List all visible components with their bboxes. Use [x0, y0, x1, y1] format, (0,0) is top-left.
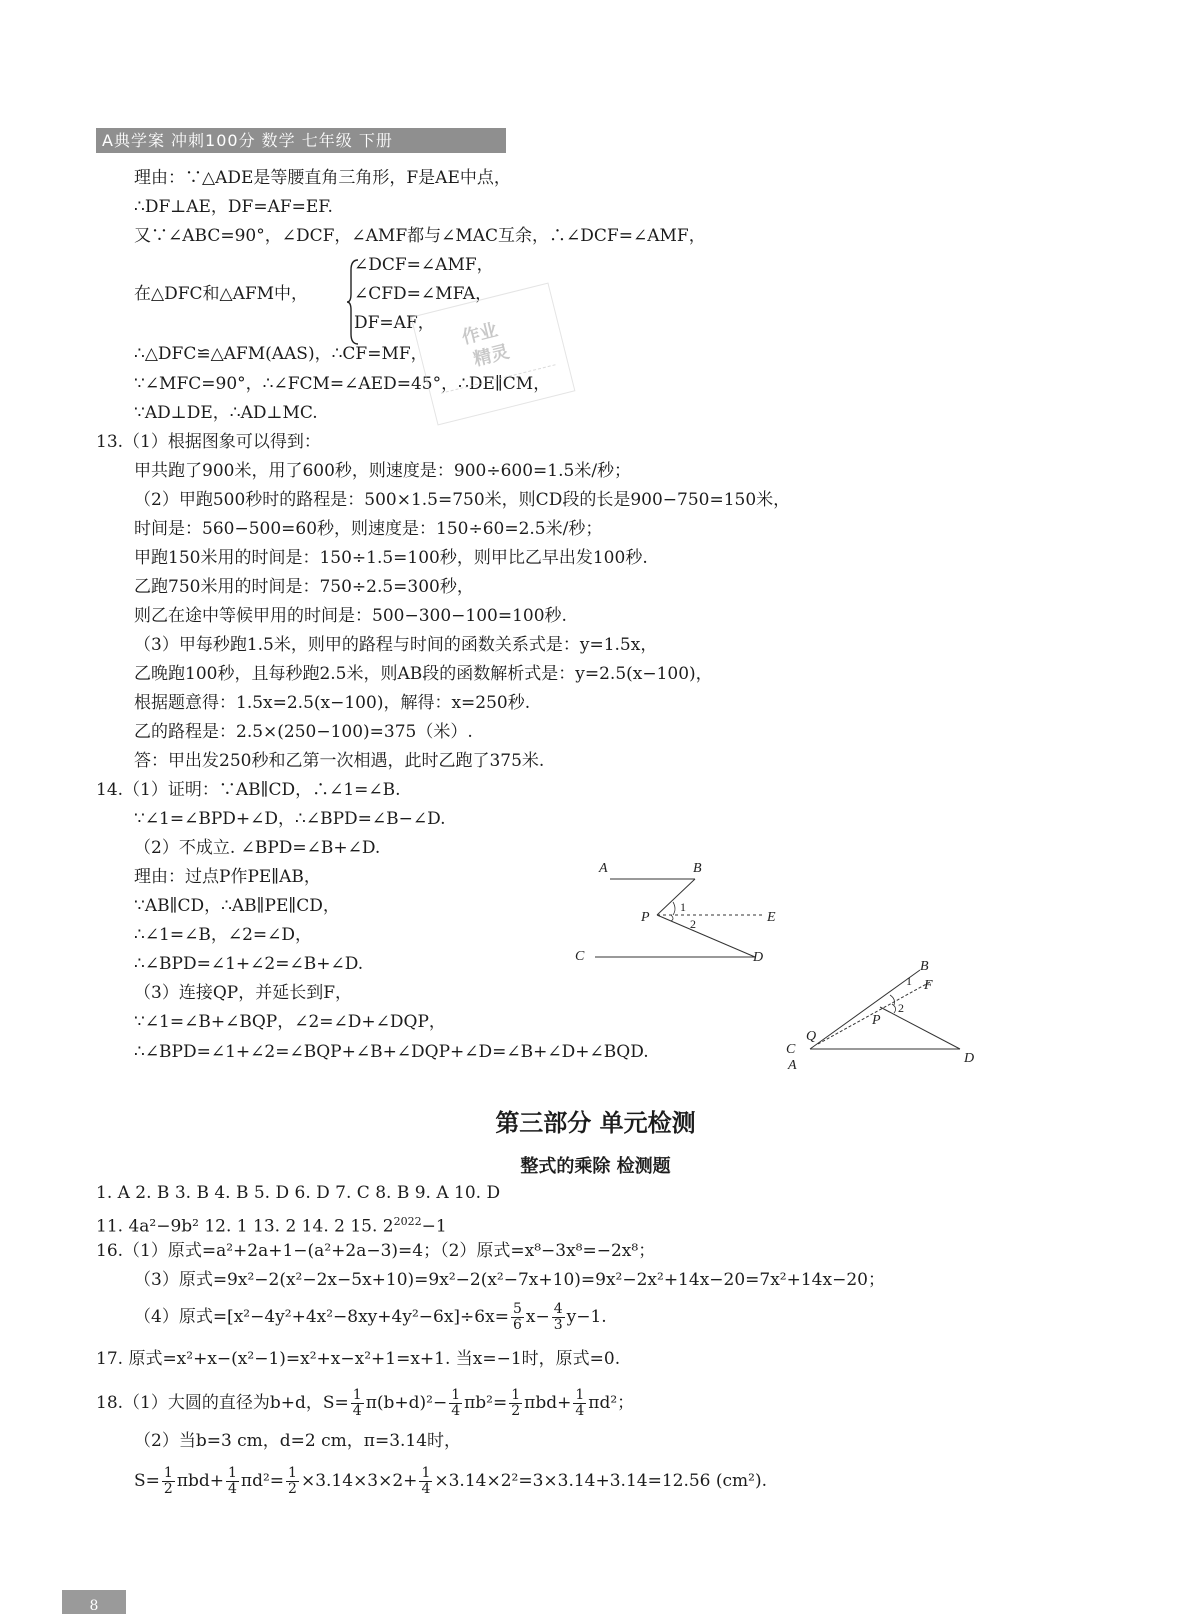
q18-text-c: πb²= — [464, 1393, 508, 1413]
page-number-tab — [62, 1590, 126, 1614]
q13-line-9: 乙晚跑100秒，且每秒跑2.5米，则AB段的函数解析式是：y=2.5(x−100)， — [134, 664, 713, 684]
q16-line-3: （3）原式=9x²−2(x²−2x−5x+10)=9x²−2(x²−7x+10)=9x²−2x²+14x−20=7x²+14x−20； — [134, 1270, 885, 1290]
q12-line-6: ∵∠MFC=90°，∴∠FCM=∠AED=45°，∴DE∥CM， — [134, 374, 551, 394]
frac-numerator: 1 — [288, 1465, 297, 1481]
fraction-4-3 — [552, 1302, 565, 1333]
label-E: E — [767, 910, 776, 925]
label-A: A — [599, 861, 608, 876]
label-D: D — [964, 1051, 975, 1066]
stamp-text-1: 作业 — [459, 319, 500, 349]
answers-row-2 — [96, 1211, 447, 1238]
q13-line-10: 根据题意得：1.5x=2.5(x−100)，解得：x=250秒. — [134, 693, 531, 713]
q14-line-10: ∴∠BPD=∠1+∠2=∠BQP+∠B+∠DQP+∠D=∠B+∠D+∠BQD. — [134, 1042, 649, 1062]
q13-line-8: （3）甲每秒跑1.5米，则甲的路程与时间的函数关系式是：y=1.5x， — [134, 635, 658, 655]
q13-line-12: 答：甲出发250秒和乙第一次相遇，此时乙跑了375米. — [134, 751, 545, 771]
s-text-d: ×3.14×3×2+ — [300, 1471, 418, 1491]
page-number: 8 — [89, 1598, 99, 1614]
q13-line-5: 甲跑150米用的时间是：150÷1.5=100秒，则甲比乙早出发100秒. — [134, 548, 648, 568]
q13-line-1: 13.（1）根据图象可以得到： — [96, 432, 321, 452]
q14-line-8: （3）连接QP，并延长到F， — [134, 983, 352, 1003]
angle-arc-2 — [892, 1004, 896, 1013]
figure-parallel-lines-2 — [770, 952, 985, 1077]
label-B: B — [693, 861, 702, 876]
label-D: D — [753, 950, 764, 965]
stamp-text-2: 精灵 — [471, 341, 512, 371]
label-C: C — [786, 1042, 796, 1057]
frac-denominator: 6 — [512, 1317, 522, 1333]
q14-line-6: ∴∠1=∠B，∠2=∠D， — [134, 925, 313, 945]
frac-denominator: 4 — [352, 1403, 362, 1419]
frac-numerator: 1 — [451, 1387, 461, 1403]
frac-numerator: 1 — [511, 1387, 521, 1403]
angle-arc-1 — [890, 995, 895, 1005]
label-angle-1: 1 — [906, 974, 912, 988]
q16-line-4 — [134, 1302, 607, 1333]
q14-line-4: 理由：过点P作PE∥AB， — [134, 867, 321, 887]
fraction-1-2 — [286, 1466, 299, 1497]
s-text-c: πd²= — [240, 1471, 285, 1491]
q12-brace-line-3: DF=AF， — [354, 313, 435, 333]
label-angle-1: 1 — [680, 900, 686, 914]
q13-line-11: 乙的路程是：2.5×(250−100)=375（米）. — [134, 722, 473, 742]
q12-line-2: ∴DF⊥AE，DF=AF=EF. — [134, 197, 333, 217]
q12-line-3: 又∵∠ABC=90°，∠DCF，∠AMF都与∠MAC互余，∴∠DCF=∠AMF， — [134, 226, 706, 246]
label-C: C — [575, 949, 585, 964]
q13-line-3: （2）甲跑500秒时的路程是：500×1.5=750米，则CD段的长是900−750=150米， — [134, 490, 791, 510]
figure-parallel-lines-1 — [565, 855, 795, 970]
s-text-a: S= — [134, 1471, 160, 1491]
frac-denominator: 2 — [511, 1403, 521, 1419]
line-PD — [880, 1007, 960, 1049]
s-text-b: πbd+ — [176, 1471, 224, 1491]
frac-denominator: 4 — [228, 1481, 237, 1497]
q18-line-2: （2）当b=3 cm，d=2 cm，π=3.14时， — [134, 1431, 462, 1451]
frac-numerator: 5 — [512, 1301, 522, 1317]
frac-numerator: 1 — [421, 1465, 431, 1481]
answers-row-1: 1. A 2. B 3. B 4. B 5. D 6. D 7. C 8. B 9. A 10. D — [96, 1183, 501, 1203]
frac-numerator: 1 — [228, 1465, 237, 1481]
q16-4-text-b: x− — [525, 1307, 550, 1327]
frac-numerator: 1 — [575, 1387, 585, 1403]
q14-line-1: 14.（1）证明：∵AB∥CD，∴∠1=∠B. — [96, 780, 401, 800]
q12-line-1: 理由：∵△ADE是等腰直角三角形，F是AE中点， — [134, 168, 511, 188]
frac-denominator: 4 — [575, 1403, 585, 1419]
q12-brace-line-2: ∠CFD=∠MFA， — [354, 284, 493, 304]
frac-numerator: 1 — [163, 1465, 173, 1481]
label-angle-2: 2 — [690, 917, 696, 931]
fraction-1-4 — [419, 1466, 432, 1497]
label-A: A — [788, 1058, 797, 1073]
q12-line-7: ∵AD⊥DE，∴AD⊥MC. — [134, 403, 318, 423]
q14-line-3: （2）不成立. ∠BPD=∠B+∠D. — [134, 838, 381, 858]
angle-arc-2 — [671, 915, 673, 921]
frac-numerator: 4 — [553, 1301, 563, 1317]
fraction-1-2 — [162, 1466, 175, 1497]
q14-line-7: ∴∠BPD=∠1+∠2=∠B+∠D. — [134, 954, 364, 974]
fraction-1-4 — [226, 1466, 239, 1497]
label-B: B — [920, 959, 929, 974]
q16-line-1: 16.（1）原式=a²+2a+1−(a²+2a−3)=4；（2）原式=x⁸−3x⁸=−2x⁸； — [96, 1241, 656, 1261]
q14-line-9: ∵∠1=∠B+∠BQP，∠2=∠D+∠DQP， — [134, 1012, 446, 1032]
line-PD — [657, 915, 755, 957]
frac-denominator: 4 — [421, 1481, 431, 1497]
header-bar — [96, 128, 506, 153]
q16-4-text-c: y−1. — [566, 1307, 607, 1327]
label-F: F — [924, 978, 933, 993]
frac-denominator: 2 — [163, 1481, 173, 1497]
fraction-5-6 — [511, 1302, 524, 1333]
q17-line: 17. 原式=x²+x−(x²−1)=x²+x−x²+1=x+1. 当x=−1时，原式=0. — [96, 1349, 621, 1369]
header-title: A典学案 冲刺100分 数学 七年级 下册 — [102, 131, 393, 150]
q18-text-a: 18.（1）大圆的直径为b+d，S= — [96, 1393, 349, 1413]
q18-line-1 — [96, 1388, 634, 1419]
s-text-e: ×3.14×2²=3×3.14+3.14=12.56 (cm²). — [434, 1471, 768, 1491]
q18-text-e: πd²； — [588, 1393, 635, 1413]
fraction-1-4 — [449, 1388, 462, 1419]
q14-line-5: ∵AB∥CD，∴AB∥PE∥CD， — [134, 896, 340, 916]
q13-line-2: 甲共跑了900米，用了600秒，则速度是：900÷600=1.5米/秒； — [134, 461, 632, 481]
q12-line-5: ∴△DFC≌△AFM(AAS)，∴CF=MF， — [134, 344, 428, 364]
q18-text-d: πbd+ — [524, 1393, 572, 1413]
fraction-1-4 — [573, 1388, 586, 1419]
section-title: 第三部分 单元检测 — [495, 1109, 696, 1137]
q13-line-4: 时间是：560−500=60秒，则速度是：150÷60=2.5米/秒； — [134, 519, 603, 539]
exponent-2022: 2022 — [393, 1215, 422, 1228]
q12-line-4: 在△DFC和△AFM中， — [134, 284, 309, 304]
label-Q: Q — [806, 1029, 817, 1044]
q16-4-text-a: （4）原式=[x²−4y²+4x²−8xy+4y²−6x]÷6x= — [134, 1307, 509, 1327]
frac-denominator: 4 — [451, 1403, 461, 1419]
fraction-1-2 — [509, 1388, 522, 1419]
fraction-1-4 — [351, 1388, 364, 1419]
frac-numerator: 1 — [352, 1387, 362, 1403]
label-P: P — [872, 1013, 881, 1028]
label-P: P — [641, 910, 650, 925]
frac-denominator: 3 — [553, 1317, 563, 1333]
section-subtitle: 整式的乘除 检测题 — [520, 1156, 671, 1177]
label-angle-2: 2 — [898, 1001, 904, 1015]
q18-line-3 — [134, 1466, 767, 1497]
q13-line-6: 乙跑750米用的时间是：750÷2.5=300秒， — [134, 577, 474, 597]
answers-row-2-text: 11. 4a²−9b² 12. 1 13. 2 14. 2 15. 2 — [96, 1216, 394, 1237]
q13-line-7: 则乙在途中等候甲用的时间是：500−300−100=100秒. — [134, 606, 567, 626]
frac-denominator: 2 — [288, 1481, 297, 1497]
answers-row-2-tail: −1 — [421, 1216, 447, 1237]
q14-line-2: ∵∠1=∠BPD+∠D，∴∠BPD=∠B−∠D. — [134, 809, 446, 829]
line-BP — [657, 879, 695, 915]
stamp-divider — [441, 364, 556, 394]
q18-text-b: π(b+d)²− — [365, 1393, 448, 1413]
angle-arc-1 — [673, 902, 675, 915]
q12-brace-line-1: ∠DCF=∠AMF， — [354, 255, 494, 275]
